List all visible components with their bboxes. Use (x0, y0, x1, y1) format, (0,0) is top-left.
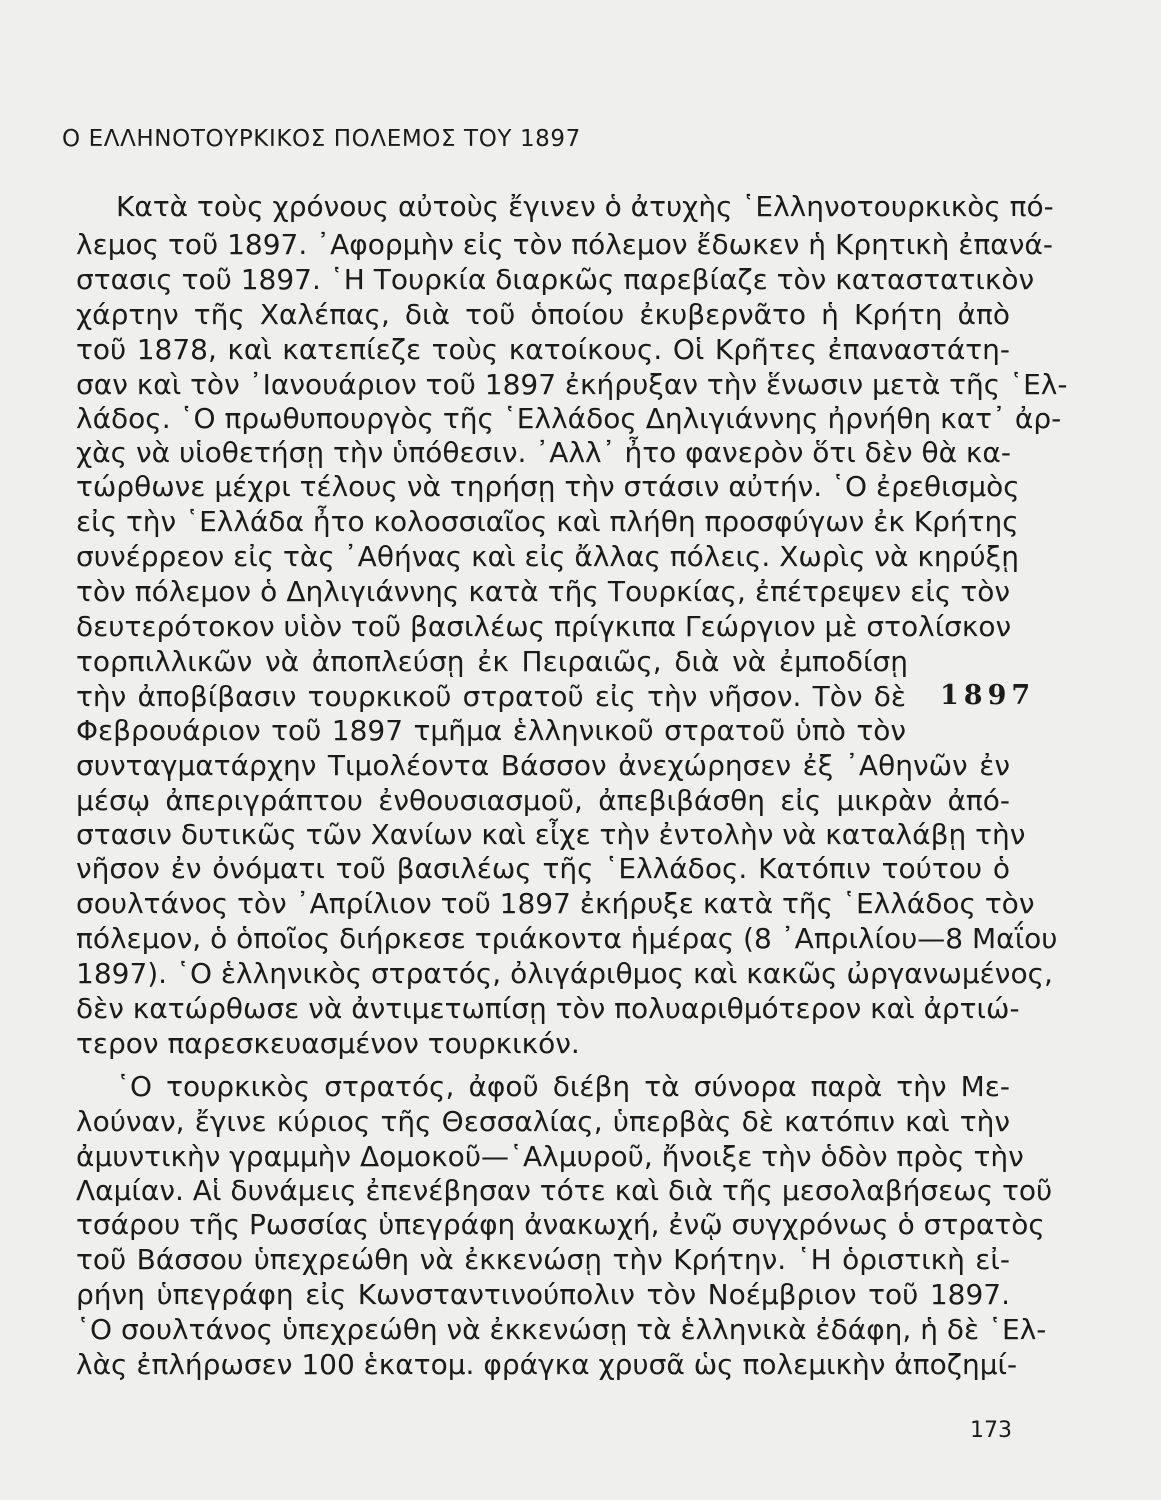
text-line: νῆσον ἐν ὀνόματι τοῦ βασιλέως τῆς ῾Ελλάδος. Κατόπιν τούτου ὁ (76, 852, 1010, 885)
text-line: μέσῳ ἀπεριγράπτου ἐνθουσιασμοῦ, ἀπεβιβάσθη εἰς μικρὰν ἀπό- (76, 784, 1010, 817)
text-line: λούναν, ἔγινε κύριος τῆς Θεσσαλίας, ὑπερβὰς δὲ κατόπιν καὶ τὴν (76, 1105, 1010, 1138)
text-line: λάδος. ῾Ο πρωθυπουργὸς τῆς ῾Ελλάδος Δηλιγιάννης ἠρνήθη κατ᾿ ἀρ- (76, 402, 1062, 435)
text-line: 1897). ῾Ο ἑλληνικὸς στρατός, ὀλιγάριθμος καὶ κακῶς ὠργανωμένος, (76, 957, 1053, 990)
text-line: σουλτάνος τὸν ᾿Απρίλιον τοῦ 1897 ἐκήρυξε κατὰ τῆς ῾Ελλάδος τὸν (76, 887, 1035, 920)
text-line: λεμος τοῦ 1897. ᾿Αφορμὴν εἰς τὸν πόλεμον ἔδωκεν ἡ Κρητικὴ ἐπανά- (76, 228, 1053, 261)
text-line: χάρτην τῆς Χαλέπας, διὰ τοῦ ὁποίου ἐκυβερνᾶτο ἡ Κρήτη ἀπὸ (76, 298, 1010, 331)
text-line: σαν καὶ τὸν ᾿Ιανουάριον τοῦ 1897 ἐκήρυξαν τὴν ἕνωσιν μετὰ τῆς ῾Ελ- (76, 368, 1068, 401)
text-line: Λαμίαν. Αἱ δυνάμεις ἐπενέβησαν τότε καὶ διὰ τῆς μεσολαβήσεως τοῦ (76, 1174, 1053, 1207)
text-line: τσάρου τῆς Ρωσσίας ὑπεγράφη ἀνακωχή, ἐνῷ συγχρόνως ὁ στρατὸς (76, 1208, 1045, 1241)
text-line: τὴν ἀποβίβασιν τουρκικοῦ στρατοῦ εἰς τὴν νῆσον. Τὸν δὲ (76, 680, 906, 713)
running-head: Ο ΕΛΛΗΝΟΤΟΥΡΚΙΚΟΣ ΠΟΛΕΜΟΣ ΤΟΥ 1897 (62, 126, 581, 152)
text-line: ρήνη ὑπεγράφη εἰς Κωνσταντινούπολιν τὸν Νοέμβριον τοῦ 1897. (76, 1278, 1010, 1311)
text-line: δὲν κατώρθωσε νὰ ἀντιμετωπίσῃ τὸν πολυαριθμότερον καὶ ἀρτιώ- (76, 992, 1020, 1025)
page-number: 173 (970, 1418, 1012, 1443)
text-line: συνταγματάρχην Τιμολέοντα Βάσσον ἀνεχώρησεν ἐξ ᾿Αθηνῶν ἐν (76, 749, 1010, 782)
text-line: συνέρρεον εἰς τὰς ᾿Αθήνας καὶ εἰς ἄλλας πόλεις. Χωρὶς νὰ κηρύξῃ (76, 540, 1019, 573)
text-line: τοῦ 1878, καὶ κατεπίεζε τοὺς κατοίκους. Οἱ Κρῆτες ἐπαναστάτη- (76, 333, 1010, 366)
text-line: τερον παρεσκευασμένον τουρκικόν. (76, 1027, 580, 1060)
text-line: τώρθωνε μέχρι τέλους νὰ τηρήσῃ τὴν στάσιν αὐτήν. ῾Ο ἐρεθισμὸς (76, 470, 1020, 503)
text-line: ἀμυντικὴν γραμμὴν Δομοκοῦ—῾Αλμυροῦ, ἤνοιξε τὴν ὁδὸν πρὸς τὴν (76, 1140, 1024, 1173)
margin-year-note: 1897 (940, 680, 1036, 711)
text-line: πόλεμον, ὁ ὁποῖος διήρκεσε τριάκοντα ἡμέρας (8 ᾿Απριλίου—8 Μαΐου (76, 922, 1058, 955)
text-line: χὰς νὰ υἱοθετήσῃ τὴν ὑπόθεσιν. ᾿Αλλ᾿ ἦτο φανερὸν ὅτι δὲν θὰ κα- (76, 436, 1011, 469)
text-line: Κατὰ τοὺς χρόνους αὐτοὺς ἔγινεν ὁ ἀτυχὴς ῾Ελληνοτουρκικὸς πό- (116, 190, 1054, 223)
text-line: ῾Ο σουλτάνος ὑπεχρεώθη νὰ ἐκκενώσῃ τὰ ἑλληνικὰ ἐδάφη, ἡ δὲ ῾Ελ- (76, 1313, 1047, 1346)
text-line: ῾Ο τουρκικὸς στρατός, ἀφοῦ διέβη τὰ σύνορα παρὰ τὴν Με- (116, 1070, 1010, 1103)
text-line: εἰς τὴν ῾Ελλάδα ἦτο κολοσσιαῖος καὶ πλήθη προσφύγων ἐκ Κρήτης (76, 505, 1019, 538)
text-line: στασιν δυτικῶς τῶν Χανίων καὶ εἶχε τὴν ἐντολὴν νὰ καταλάβῃ τὴν (76, 818, 1026, 851)
text-line: τορπιλλικῶν νὰ ἀποπλεύσῃ ἐκ Πειραιῶς, διὰ νὰ ἐμποδίσῃ (76, 645, 908, 678)
text-line: δευτερότοκον υἱὸν τοῦ βασιλέως πρίγκιπα Γεώργιον μὲ στολίσκον (76, 610, 1012, 643)
text-line: στασις τοῦ 1897. ῾Η Τουρκία διαρκῶς παρεβίαζε τὸν καταστατικὸν (76, 263, 1035, 296)
text-line: λὰς ἐπλήρωσεν 100 ἑκατομ. φράγκα χρυσᾶ ὡς πολεμικὴν ἀποζημί- (76, 1348, 1018, 1381)
text-line: τὸν πόλεμον ὁ Δηλιγιάννης κατὰ τῆς Τουρκίας, ἐπέτρεψεν εἰς τὸν (76, 575, 1010, 608)
text-line: τοῦ Βάσσου ὑπεχρεώθη νὰ ἐκκενώσῃ τὴν Κρήτην. ῾Η ὁριστικὴ εἰ- (76, 1243, 1010, 1276)
text-line: Φεβρουάριον τοῦ 1897 τμῆμα ἑλληνικοῦ στρατοῦ ὑπὸ τὸν (76, 714, 906, 747)
